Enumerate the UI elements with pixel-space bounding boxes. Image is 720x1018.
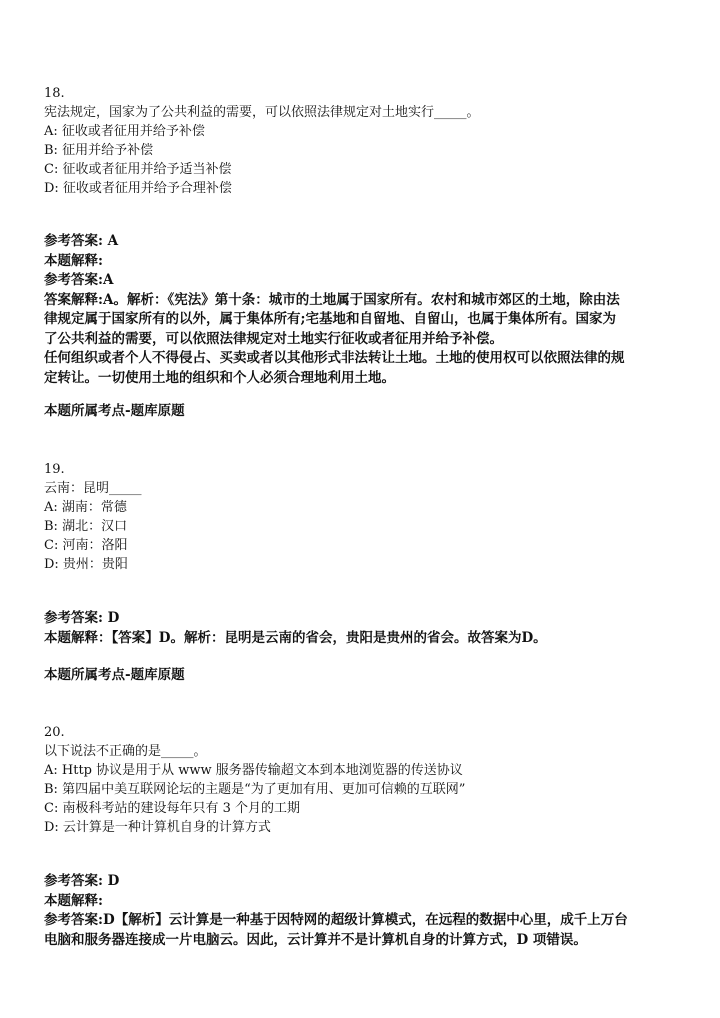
option-a: A: 征收或者征用并给予补偿 — [44, 124, 205, 139]
explanation-label: 本题解释: — [44, 892, 103, 909]
option-b: B: 第四届中美互联网论坛的主题是“为了更加有用、更加可信赖的互联网” — [44, 782, 466, 797]
explanation-line: 答案解释:A。解析：《宪法》第十条：城市的土地属于国家所有。农村和城市郊区的土地，除由法 — [44, 291, 620, 308]
question-stem: 云南：昆明_____ — [44, 481, 142, 496]
reference-answer: 参考答案: D — [44, 610, 120, 626]
option-a: A: 湖南：常德 — [44, 500, 127, 515]
option-c: C: 南极科考站的建设每年只有 3 个月的工期 — [44, 801, 300, 816]
option-c: C: 河南：洛阳 — [44, 538, 128, 553]
knowledge-point: 本题所属考点-题库原题 — [44, 667, 185, 683]
question-stem: 宪法规定，国家为了公共利益的需要，可以依照法律规定对土地实行_____。 — [44, 105, 480, 120]
question-stem: 以下说法不正确的是_____。 — [44, 744, 207, 759]
explanation-label: 本题解释: — [44, 252, 103, 269]
explanation-line: 电脑和服务器连接成一片电脑云。因此，云计算并不是计算机自身的计算方式，D 项错误。 — [44, 931, 587, 948]
question-number: 20. — [44, 725, 65, 740]
question-20 — [44, 723, 684, 837]
explanation-line: 参考答案:D【解析】云计算是一种基于因特网的超级计算模式，在远程的数据中心里，成千上万台 — [44, 912, 628, 928]
answer-block-18 — [44, 232, 684, 388]
answer-block-20 — [44, 872, 684, 950]
option-d: D: 云计算是一种计算机自身的计算方式 — [44, 820, 271, 835]
question-18 — [44, 84, 684, 198]
reference-answer: 参考答案: D — [44, 873, 120, 889]
explanation-line: 任何组织或者个人不得侵占、买卖或者以其他形式非法转让土地。土地的使用权可以依照法律的规 — [44, 350, 625, 366]
question-number: 18. — [44, 86, 65, 101]
explanation-line: 定转让。一切使用土地的组织和个人必须合理地利用土地。 — [44, 369, 395, 386]
option-a: A: Http 协议是用于从 www 服务器传输超文本到本地浏览器的传送协议 — [44, 763, 463, 778]
explanation-line: 了公共利益的需要，可以依照法律规定对土地实行征收或者征用并给予补偿。 — [44, 330, 503, 347]
option-b: B: 征用并给予补偿 — [44, 143, 154, 158]
answer-block-19 — [44, 609, 684, 648]
option-d: D: 征收或者征用并给予合理补偿 — [44, 181, 232, 196]
explanation-line: 本题解释：【答案】D。解析：昆明是云南的省会，贵阳是贵州的省会。故答案为D。 — [44, 629, 547, 646]
reference-answer: 参考答案: A — [44, 233, 119, 249]
knowledge-point: 本题所属考点-题库原题 — [44, 403, 185, 419]
question-19 — [44, 460, 684, 574]
option-c: C: 征收或者征用并给予适当补偿 — [44, 162, 232, 177]
reference-answer-repeat: 参考答案:A — [44, 272, 114, 288]
option-b: B: 湖北：汉口 — [44, 519, 128, 534]
question-number: 19. — [44, 462, 65, 477]
explanation-line: 律规定属于国家所有的以外，属于集体所有;宅基地和自留地、自留山，也属于集体所有。国家为 — [44, 311, 616, 327]
option-d: D: 贵州：贵阳 — [44, 557, 128, 572]
